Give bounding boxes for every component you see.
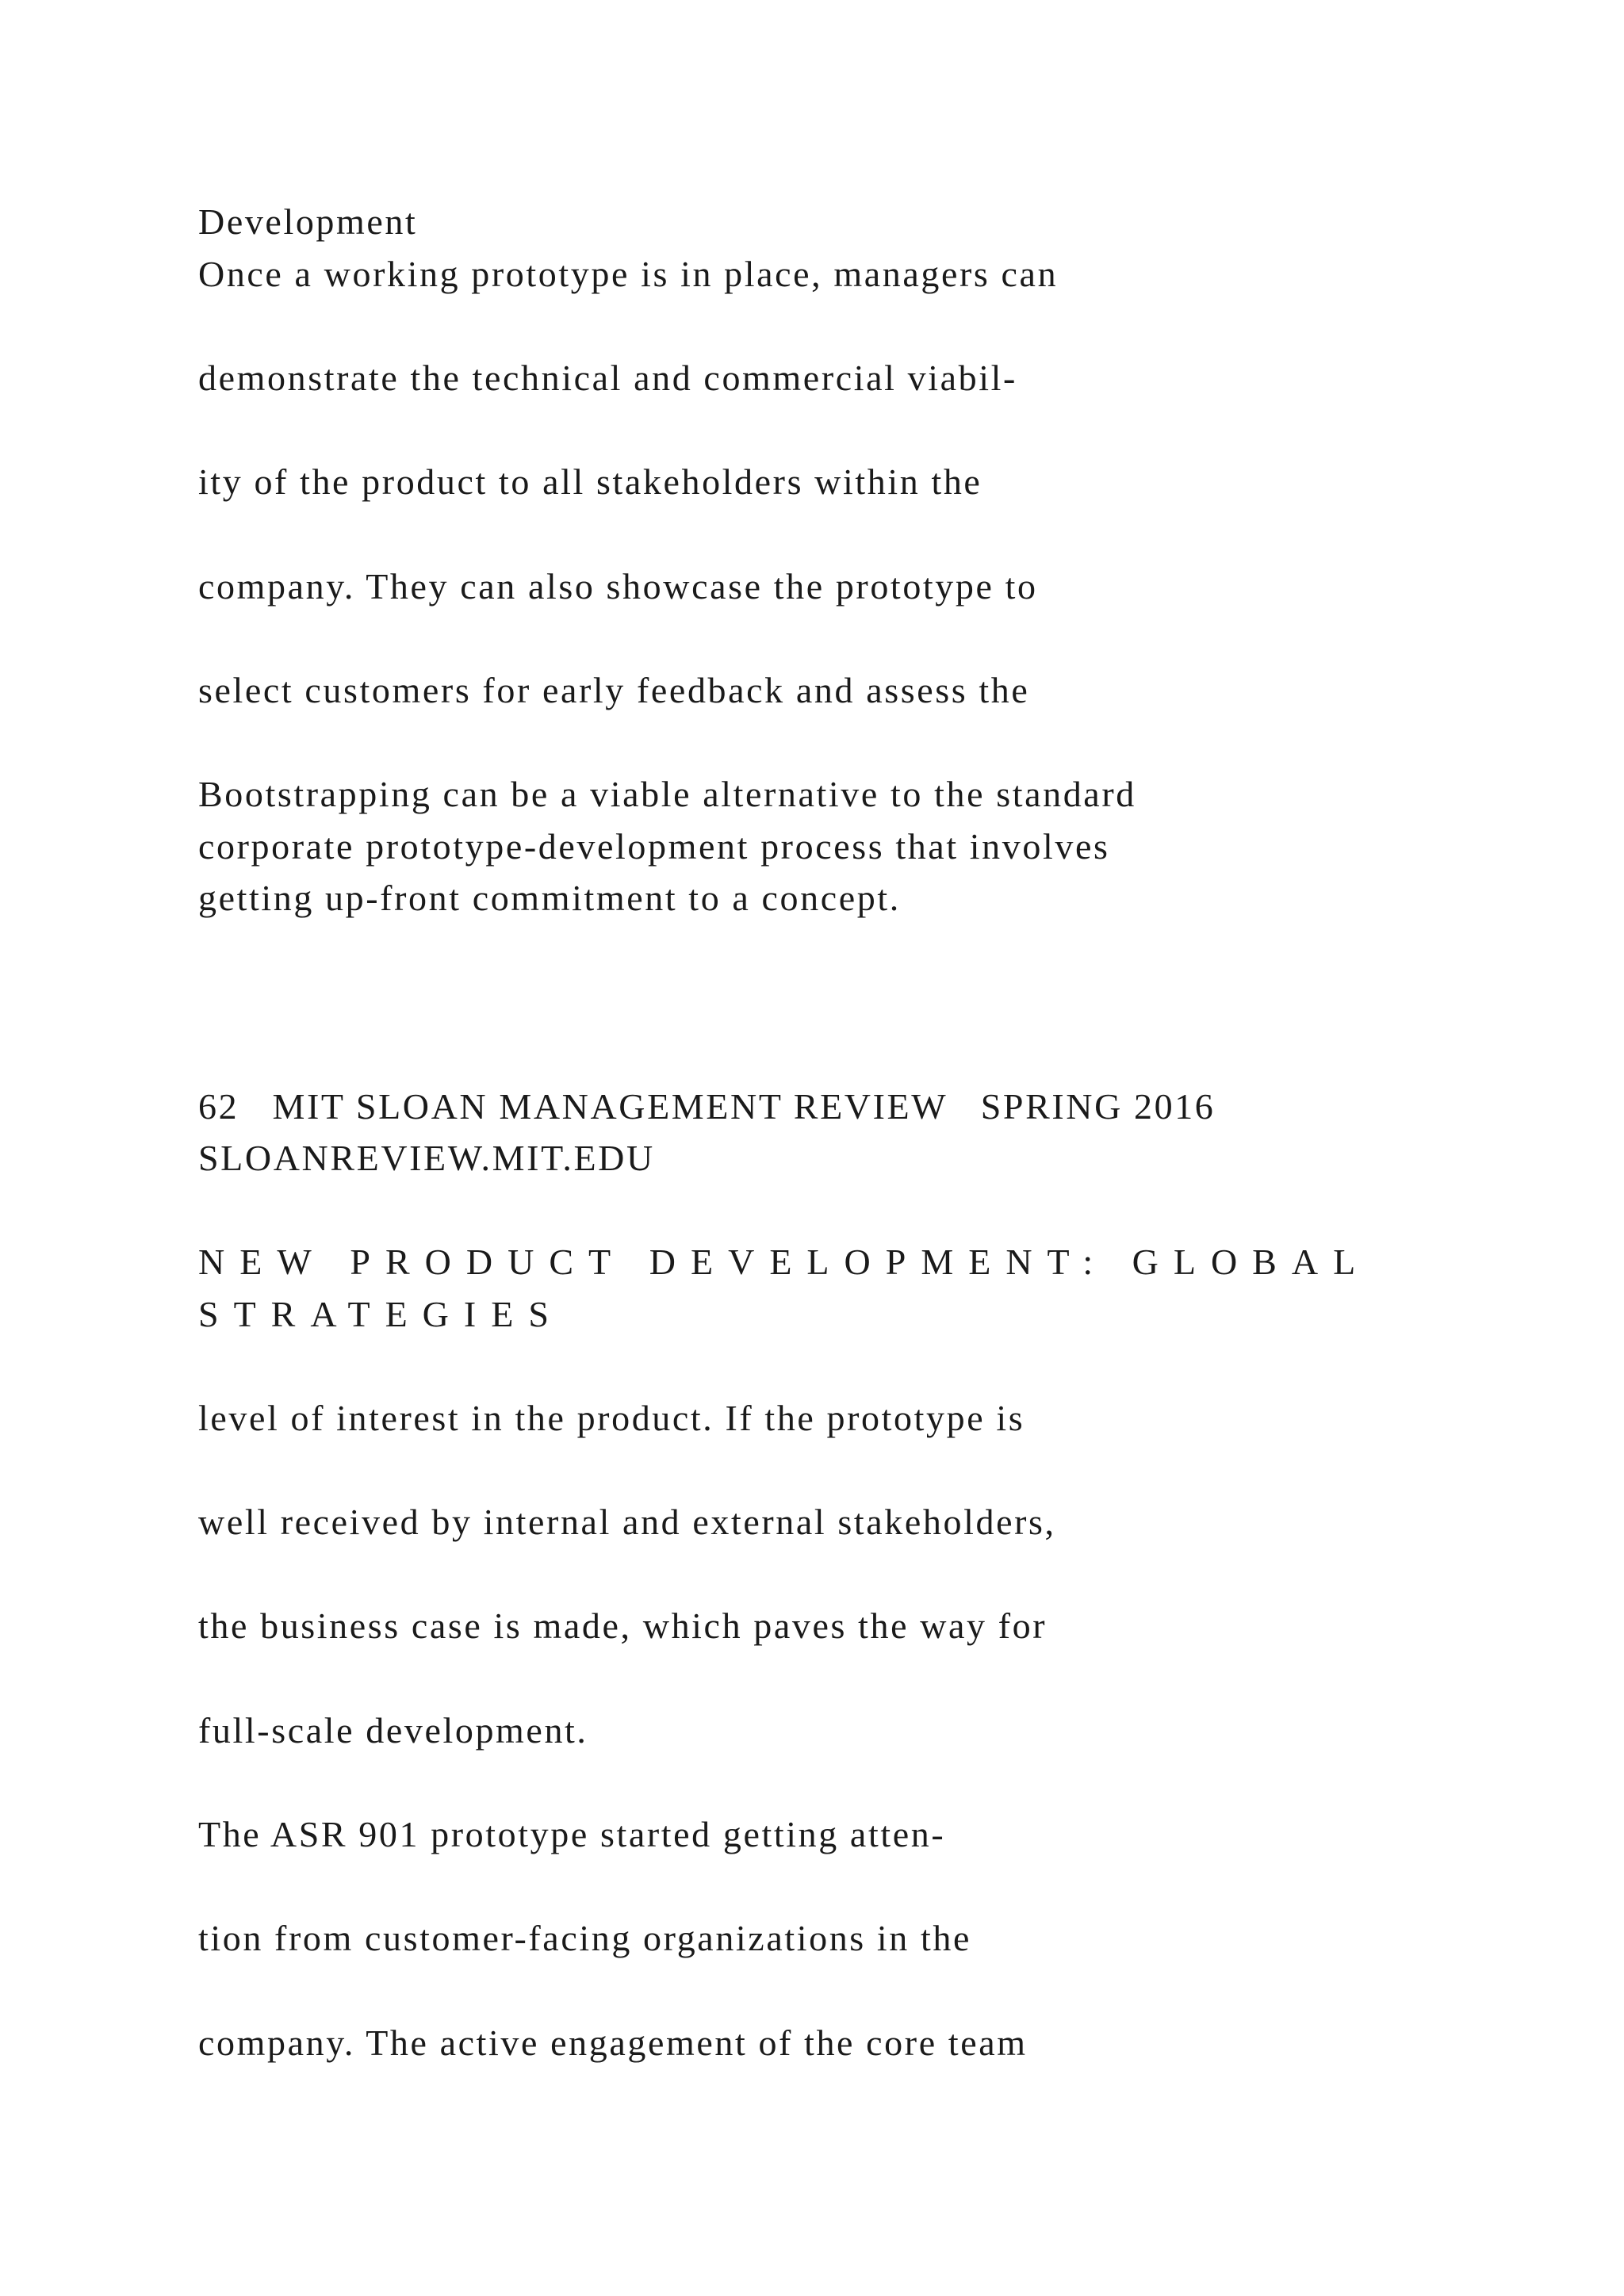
pull-quote-line: getting up-front commitment to a concept. — [198, 878, 901, 918]
body-line: well received by internal and external stakeholders, — [198, 1502, 1056, 1542]
body-line: Once a working prototype is in place, managers can — [198, 254, 1059, 294]
body-line: demonstrate the technical and commercial viabil- — [198, 358, 1017, 398]
body-line: tion from customer-facing organizations in the — [198, 1918, 971, 1958]
body-line: company. The active engagement of the core team — [198, 2022, 1028, 2063]
body-line: the business case is made, which paves the way for — [198, 1605, 1048, 1646]
body-line: full-scale development. — [198, 1710, 588, 1751]
running-header: STRATEGIES — [198, 1294, 564, 1334]
section-heading: Development — [198, 201, 418, 242]
body-line: select customers for early feedback and assess the — [198, 670, 1030, 710]
running-header: NEW PRODUCT DEVELOPMENT: GLOBAL — [198, 1242, 1371, 1282]
body-line: ity of the product to all stakeholders within the — [198, 461, 982, 502]
body-line: The ASR 901 prototype started getting atten- — [198, 1814, 946, 1854]
footer-url: SLOANREVIEW.MIT.EDU — [198, 1138, 655, 1178]
body-line: company. They can also showcase the prototype to — [198, 566, 1038, 607]
pull-quote-line: corporate prototype-development process that involves — [198, 826, 1110, 867]
body-line: level of interest in the product. If the prototype is — [198, 1398, 1025, 1438]
page-footer: 62 MIT SLOAN MANAGEMENT REVIEW SPRING 2016 — [198, 1086, 1216, 1127]
pull-quote-line: Bootstrapping can be a viable alternative to the standard — [198, 774, 1136, 814]
